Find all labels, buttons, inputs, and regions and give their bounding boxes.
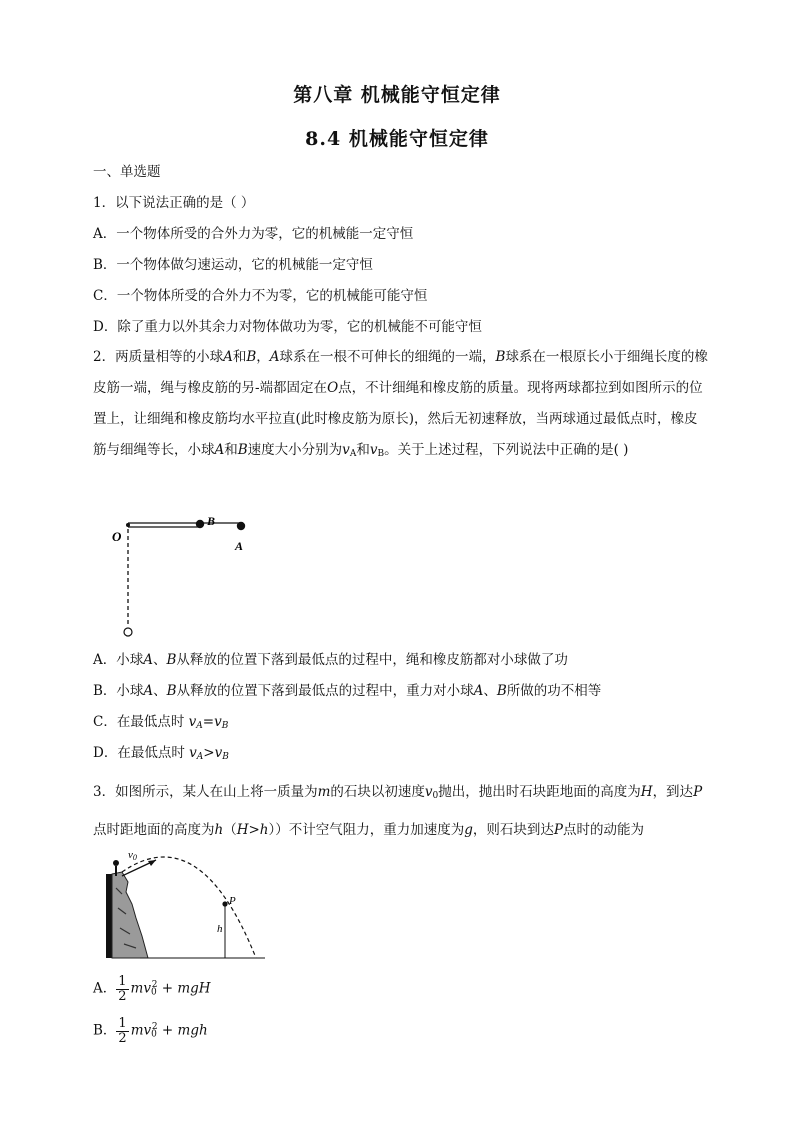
pivot-point (126, 523, 130, 527)
q2-stem: 2．两质量相等的小球A和B，A球系在一根不可伸长的细绳的一端，B球系在一根原长小于细绳长度的橡皮筋一端，绳与橡皮筋的另-端都固定在O点，不计细绳和橡皮筋的质量。现将两球都拉到如图所示的位置上，让细绳和橡皮筋均水平拉直(此时橡皮筋为原长)，然后无初速释放，当两球通过最低点时，橡皮筋与细绳等长，小球A和B速度大小分别为$v_A$和$v_B$。关于上述过程，下列说法中正确的是( ) (93, 349, 708, 459)
q1-stem: 1．以下说法正确的是（ ） (93, 195, 255, 211)
label-a: A (235, 539, 244, 553)
q2-option-c: C．在最低点时 $v_A=v_B$ (93, 714, 229, 731)
point-p (222, 901, 227, 906)
q1-option-a: A．一个物体所受的合外力为零，它的机械能一定守恒 (93, 226, 414, 242)
q1-option-b: B．一个物体做匀速运动，它的机械能一定守恒 (93, 257, 373, 273)
q3-option-a: A． $\frac{1}{2}$ $mv_0^2$ + mgH (93, 973, 211, 1004)
chapter-title: 第八章 机械能守恒定律 (293, 84, 501, 106)
label-h: h (217, 923, 223, 935)
section-title: 8.4 机械能守恒定律 (305, 128, 489, 150)
q1-option-c: C．一个物体所受的合外力不为零，它的机械能可能守恒 (93, 288, 428, 304)
q3-stem: 3．如图所示，某人在山上将一质量为m的石块以初速度$v_0$抛出，抛出时石块距地面的高度为H，到达P点时距地面的高度为h（H>h））不计空气阻力，重力加速度为g，则石块到达P点时的动能为 (93, 784, 703, 838)
q2-option-a: A．小球A、B从释放的位置下落到最低点的过程中，绳和橡皮筋都对小球做了功 (93, 652, 568, 668)
label-b: B (207, 514, 216, 528)
fraction-half: $\frac{1}{2}$ (118, 973, 127, 1004)
q2-option-b: B．小球A、B从释放的位置下落到最低点的过程中，重力对小球A、B所做的功不相等 (93, 683, 602, 699)
q3-option-b: B． $\frac{1}{2}$ $mv_0^2$ + mgh (93, 1015, 208, 1046)
q3-figure (100, 848, 270, 963)
fraction-half: $\frac{1}{2}$ (118, 1015, 127, 1046)
section-heading: 一、单选题 (93, 164, 161, 180)
label-v0: v0 (128, 849, 137, 862)
ball-b (196, 520, 204, 528)
q1-option-d: D．除了重力以外其余力对物体做功为零，它的机械能不可能守恒 (93, 319, 482, 335)
ball-a (237, 522, 245, 530)
cliff-rock (112, 872, 148, 958)
cliff-wall (106, 874, 112, 958)
lowest-point (124, 628, 132, 636)
q2-figure (100, 505, 270, 645)
label-o: O (112, 529, 122, 544)
label-p: P (229, 895, 236, 907)
q2-option-d: D．在最低点时 $v_A>v_B$ (93, 745, 229, 762)
